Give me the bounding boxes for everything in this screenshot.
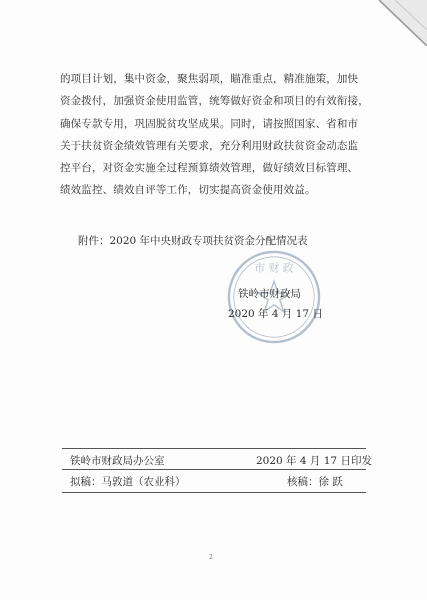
footer-rule-middle [62,469,366,470]
footer-drafter: 拟稿：马敦道（农业科） [70,476,186,488]
body-line: 确保专款专用，巩固脱贫攻坚成果。同时，请按照国家、省和市 [60,117,359,130]
issue-date: 2020 年 4 月 17 日 [228,308,323,320]
issuer-name: 铁岭市财政局 [238,288,301,300]
footer-print-date: 2020 年 4 月 17 日印发 [256,455,372,467]
seal-text: 市 财 政 [254,261,294,275]
body-line: 绩效监控、绩效自评等工作，切实提高资金使用效益。 [60,184,316,197]
page-corner-fold [365,0,427,46]
body-line: 资金拨付，加强资金使用监管，统筹做好资金和项目的有效衔接， [60,95,369,108]
attachment-note: 附件：2020 年中央财政专项扶贫资金分配情况表 [78,235,308,247]
body-line: 的项目计划，集中资金，聚焦弱项，瞄准重点，精准施策，加快 [60,73,359,85]
body-line: 关于扶贫资金绩效管理有关要求，充分利用财政扶贫资金动态监 [60,139,359,152]
body-paragraph [60,68,378,202]
footer-office: 铁岭市财政局办公室 [70,455,165,467]
footer-rule-top [62,448,366,449]
footer-rule-bottom [62,492,366,493]
body-line: 控平台，对资金实施全过程预算绩效管理，做好绩效目标管理、 [60,162,359,175]
page-number: 2 [209,554,213,561]
footer-reviewer: 核稿：徐 跃 [287,476,343,488]
